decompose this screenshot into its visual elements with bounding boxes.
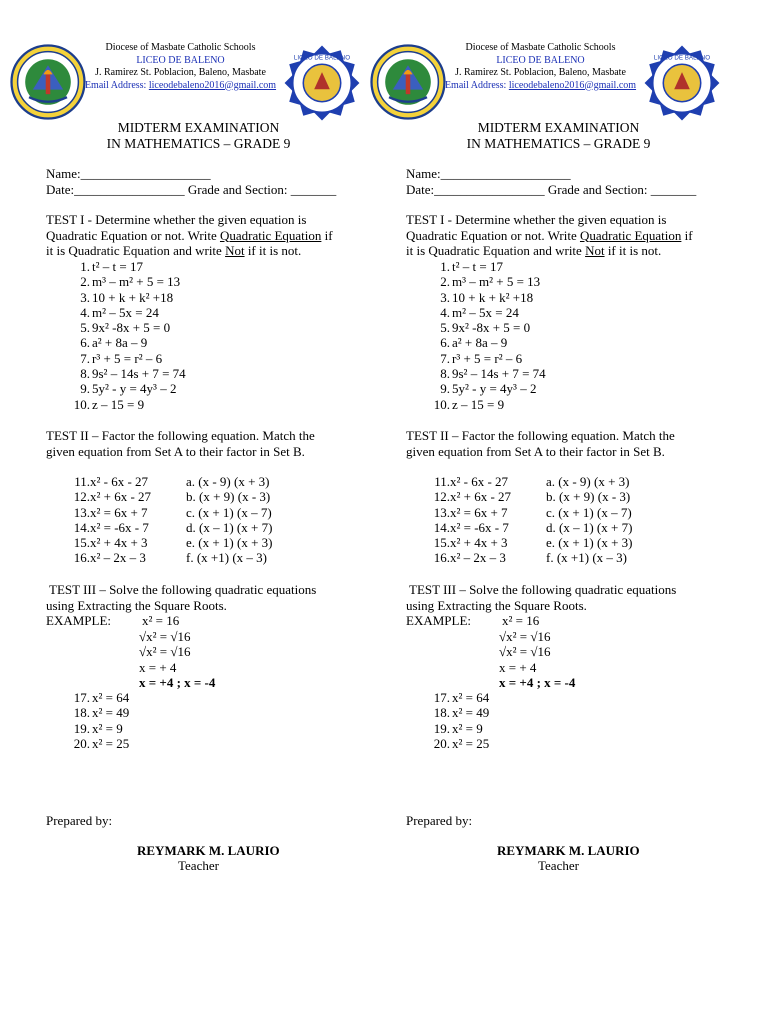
set-a-equation: x² = 6x + 7 [450, 504, 508, 520]
example-step-1: x² = 16 [502, 613, 540, 628]
example-answer: x = +4 ; x = -4 [139, 675, 216, 690]
test1-item [406, 397, 706, 412]
item-number: 16. [433, 550, 450, 566]
date-section-field: Date:_________________ Grade and Section: _______ [406, 181, 697, 197]
test3-item [406, 721, 706, 736]
example-step-4: x = + 4 [139, 659, 177, 675]
set-b-factor: f. (x +1) (x – 3) [186, 550, 267, 566]
item-number: 5. [440, 320, 450, 336]
teacher-role: Teacher [538, 858, 579, 873]
item-number: 9. [80, 381, 90, 397]
set-b-factor: d. (x – 1) (x + 7) [546, 519, 633, 535]
liceo-de-baleno-seal-logo [283, 44, 361, 122]
item-number: 2. [440, 274, 450, 290]
example-label: EXAMPLE: [46, 613, 111, 628]
test2-item [46, 474, 346, 489]
title-line-1: MIDTERM EXAMINATION [117, 120, 280, 135]
test1-item [46, 320, 346, 335]
test3-line-2: using Extracting the Square Roots. [46, 597, 227, 613]
school-name: LICEO DE BALENO [136, 54, 225, 66]
item-number: 15. [73, 535, 90, 551]
item-number: 20. [433, 735, 450, 751]
item-number: 3. [80, 289, 90, 305]
test1-item [46, 397, 346, 412]
set-b-factor: e. (x + 1) (x + 3) [186, 535, 273, 551]
example-step-3: √x² = √16 [499, 644, 551, 659]
test1-item [46, 274, 346, 289]
test2-line-2: given equation from Set A to their factor in Set B. [406, 443, 665, 459]
item-equation: 5y² - y = 4y³ – 2 [452, 381, 537, 397]
test1-item [406, 351, 706, 366]
test2-item [406, 550, 706, 565]
item-number: 19. [433, 720, 450, 736]
test3-line-1: TEST III – Solve the following quadratic equations [406, 582, 677, 597]
set-b-factor: c. (x + 1) (x – 7) [546, 504, 632, 520]
test2-item [46, 520, 346, 535]
seal-text: LICEO DE BALENO [293, 54, 351, 62]
email-link[interactable]: liceodebaleno2016@gmail.com [508, 79, 637, 91]
item-number: 17. [433, 690, 450, 705]
set-b-factor: c. (x + 1) (x – 7) [186, 504, 272, 520]
set-b-factor: b. (x + 9) (x - 3) [546, 489, 631, 505]
test1-line-2: Quadratic Equation or not. Write Quadratic Equation if [406, 227, 693, 243]
test2-item [406, 489, 706, 504]
exam-title [86, 120, 311, 151]
test2-match-list [46, 474, 346, 566]
test2-line-2: given equation from Set A to their factor in Set B. [46, 443, 305, 459]
item-number: 12. [433, 489, 450, 505]
item-number: 17. [73, 690, 90, 705]
item-equation: 10 + k + k² +18 [452, 289, 534, 305]
item-number: 5. [80, 320, 90, 336]
email-label: Email Address: [444, 79, 509, 91]
item-equation: 5y² - y = 4y³ – 2 [92, 381, 177, 397]
item-equation: a² + 8a – 9 [92, 335, 148, 351]
item-equation: z – 15 = 9 [92, 396, 145, 412]
test1-line-2: Quadratic Equation or not. Write Quadratic Equation if [46, 227, 333, 243]
item-equation: 9x² -8x + 5 = 0 [452, 320, 531, 336]
test1-item [46, 259, 346, 274]
school-name: LICEO DE BALENO [496, 54, 585, 66]
test3-item [46, 721, 346, 736]
test1-line-1: TEST I - Determine whether the given equation is [46, 212, 307, 227]
test1-list [406, 259, 706, 412]
item-equation: x² = 49 [452, 705, 490, 721]
test3-list [406, 690, 706, 751]
test1-item [406, 290, 706, 305]
item-equation: x² = 64 [92, 690, 130, 705]
email-label: Email Address: [84, 79, 149, 91]
item-number: 1. [80, 259, 90, 274]
item-number: 2. [80, 274, 90, 290]
test1-instructions [406, 212, 716, 259]
example-step-4: x = + 4 [499, 659, 537, 675]
item-number: 19. [73, 720, 90, 736]
email-line [438, 80, 643, 93]
item-number: 15. [433, 535, 450, 551]
test3-item [46, 690, 346, 705]
test3-line-2: using Extracting the Square Roots. [406, 597, 587, 613]
item-number: 13. [433, 504, 450, 520]
item-equation: 9x² -8x + 5 = 0 [92, 320, 171, 336]
test2-line-1: TEST II – Factor the following equation. Match the [406, 428, 675, 443]
test3-item [46, 736, 346, 751]
item-number: 6. [80, 335, 90, 351]
item-number: 1. [440, 259, 450, 274]
test1-instructions [46, 212, 356, 259]
item-equation: 10 + k + k² +18 [92, 289, 174, 305]
test2-instructions [406, 428, 716, 459]
test1-line-1: TEST I - Determine whether the given equation is [406, 212, 667, 227]
test2-item [406, 505, 706, 520]
school-address: J. Ramirez St. Poblacion, Baleno, Masbate [95, 67, 266, 78]
item-number: 14. [73, 519, 90, 535]
test3-line-1: TEST III – Solve the following quadratic equations [46, 582, 317, 597]
test2-item [406, 520, 706, 535]
set-b-factor: e. (x + 1) (x + 3) [546, 535, 633, 551]
item-equation: m² – 5x = 24 [452, 304, 519, 320]
date-section-field: Date:_________________ Grade and Section: _______ [46, 181, 337, 197]
example-answer: x = +4 ; x = -4 [499, 675, 576, 690]
item-number: 3. [440, 289, 450, 305]
test2-item [46, 505, 346, 520]
item-number: 13. [73, 504, 90, 520]
test3-item [46, 705, 346, 720]
test1-item [46, 351, 346, 366]
deped-seal-logo [370, 44, 446, 120]
set-a-equation: x² – 2x – 3 [90, 550, 146, 566]
item-number: 10. [433, 396, 450, 412]
item-number: 4. [80, 304, 90, 320]
test2-item [46, 550, 346, 565]
set-a-equation: x² + 4x + 3 [450, 535, 508, 551]
item-equation: x² = 9 [92, 720, 123, 736]
example-step-3: √x² = √16 [139, 644, 191, 659]
test3-instructions [406, 582, 716, 613]
item-number: 16. [73, 550, 90, 566]
item-number: 11. [74, 474, 90, 489]
set-b-factor: a. (x - 9) (x + 3) [186, 474, 270, 489]
item-number: 18. [433, 705, 450, 721]
prepared-by-label: Prepared by: [406, 813, 473, 828]
item-equation: m² – 5x = 24 [92, 304, 159, 320]
item-number: 8. [80, 366, 90, 382]
test2-instructions [46, 428, 356, 459]
item-number: 18. [73, 705, 90, 721]
set-a-equation: x² – 2x – 3 [450, 550, 506, 566]
teacher-role: Teacher [178, 858, 219, 873]
title-line-2: IN MATHEMATICS – GRADE 9 [466, 135, 651, 151]
set-a-equation: x² + 6x - 27 [90, 489, 152, 505]
item-number: 9. [440, 381, 450, 397]
test1-item [406, 335, 706, 350]
test2-item [46, 535, 346, 550]
item-equation: x² = 64 [452, 690, 490, 705]
test1-item [406, 274, 706, 289]
example-step-2: √x² = √16 [499, 628, 551, 644]
item-equation: r³ + 5 = r² – 6 [92, 350, 163, 366]
test1-item [406, 305, 706, 320]
item-equation: x² = 25 [92, 735, 130, 751]
test2-line-1: TEST II – Factor the following equation. Match the [46, 428, 315, 443]
test1-item [46, 381, 346, 396]
test1-item [406, 366, 706, 381]
diocese-text: Diocese of Masbate Catholic Schools [465, 42, 616, 53]
item-equation: m³ – m² + 5 = 13 [452, 274, 541, 290]
underlined-not: Not [585, 243, 605, 258]
set-a-equation: x² - 6x - 27 [450, 474, 509, 489]
school-address: J. Ramirez St. Poblacion, Baleno, Masbate [455, 67, 626, 78]
test1-item [406, 259, 706, 274]
item-equation: t² – t = 17 [452, 259, 503, 274]
title-line-1: MIDTERM EXAMINATION [477, 120, 640, 135]
test2-item [406, 535, 706, 550]
item-number: 10. [73, 396, 90, 412]
test2-item [46, 489, 346, 504]
exam-title [446, 120, 671, 151]
set-b-factor: b. (x + 9) (x - 3) [186, 489, 271, 505]
name-field: Name:____________________ [406, 166, 571, 181]
item-equation: a² + 8a – 9 [452, 335, 508, 351]
school-header [438, 42, 643, 92]
item-number: 4. [440, 304, 450, 320]
seal-text: LICEO DE BALENO [653, 54, 711, 62]
item-equation: z – 15 = 9 [452, 396, 505, 412]
test2-match-list [406, 474, 706, 566]
test1-item [406, 381, 706, 396]
deped-seal-logo [10, 44, 86, 120]
item-number: 7. [80, 350, 90, 366]
item-equation: 9s² – 14s + 7 = 74 [452, 366, 546, 382]
test1-item [46, 335, 346, 350]
test1-list [46, 259, 346, 412]
example-label: EXAMPLE: [406, 613, 471, 628]
item-equation: x² = 49 [92, 705, 130, 721]
item-equation: t² – t = 17 [92, 259, 143, 274]
test3-item [406, 736, 706, 751]
example-step-2: √x² = √16 [139, 628, 191, 644]
underlined-not: Not [225, 243, 245, 258]
underlined-quadratic-equation: Quadratic Equation [219, 227, 322, 243]
item-number: 14. [433, 519, 450, 535]
underlined-quadratic-equation: Quadratic Equation [579, 227, 682, 243]
exam-page-right [360, 0, 744, 1024]
test2-item [406, 474, 706, 489]
teacher-name: REYMARK M. LAURIO [137, 843, 280, 858]
item-equation: r³ + 5 = r² – 6 [452, 350, 523, 366]
item-number: 11. [434, 474, 450, 489]
item-equation: x² = 25 [452, 735, 490, 751]
test3-item [406, 705, 706, 720]
example-step-1: x² = 16 [142, 613, 180, 628]
test1-line-3: it is Quadratic Equation and write Not if it is not. [46, 243, 302, 258]
set-a-equation: x² - 6x - 27 [90, 474, 149, 489]
item-number: 6. [440, 335, 450, 351]
title-line-2: IN MATHEMATICS – GRADE 9 [106, 135, 291, 151]
item-equation: m³ – m² + 5 = 13 [92, 274, 181, 290]
test3-item [406, 690, 706, 705]
set-a-equation: x² + 4x + 3 [90, 535, 148, 551]
item-number: 7. [440, 350, 450, 366]
test1-item [46, 366, 346, 381]
test1-item [406, 320, 706, 335]
prepared-by-label: Prepared by: [46, 813, 113, 828]
item-number: 12. [73, 489, 90, 505]
liceo-de-baleno-seal-logo [643, 44, 721, 122]
set-a-equation: x² + 6x - 27 [450, 489, 512, 505]
test3-list [46, 690, 346, 751]
set-a-equation: x² = 6x + 7 [90, 504, 148, 520]
email-line [78, 80, 283, 93]
set-a-equation: x² = -6x - 7 [450, 519, 509, 535]
school-header [78, 42, 283, 92]
item-equation: x² = 9 [452, 720, 483, 736]
teacher-name: REYMARK M. LAURIO [497, 843, 640, 858]
item-number: 20. [73, 735, 90, 751]
set-a-equation: x² = -6x - 7 [90, 519, 149, 535]
name-field: Name:____________________ [46, 166, 211, 181]
email-link[interactable]: liceodebaleno2016@gmail.com [148, 79, 277, 91]
set-b-factor: a. (x - 9) (x + 3) [546, 474, 630, 489]
test1-line-3: it is Quadratic Equation and write Not if it is not. [406, 243, 662, 258]
set-b-factor: f. (x +1) (x – 3) [546, 550, 627, 566]
item-equation: 9s² – 14s + 7 = 74 [92, 366, 186, 382]
set-b-factor: d. (x – 1) (x + 7) [186, 519, 273, 535]
diocese-text: Diocese of Masbate Catholic Schools [105, 42, 256, 53]
test1-item [46, 305, 346, 320]
item-number: 8. [440, 366, 450, 382]
test1-item [46, 290, 346, 305]
test3-instructions [46, 582, 356, 613]
